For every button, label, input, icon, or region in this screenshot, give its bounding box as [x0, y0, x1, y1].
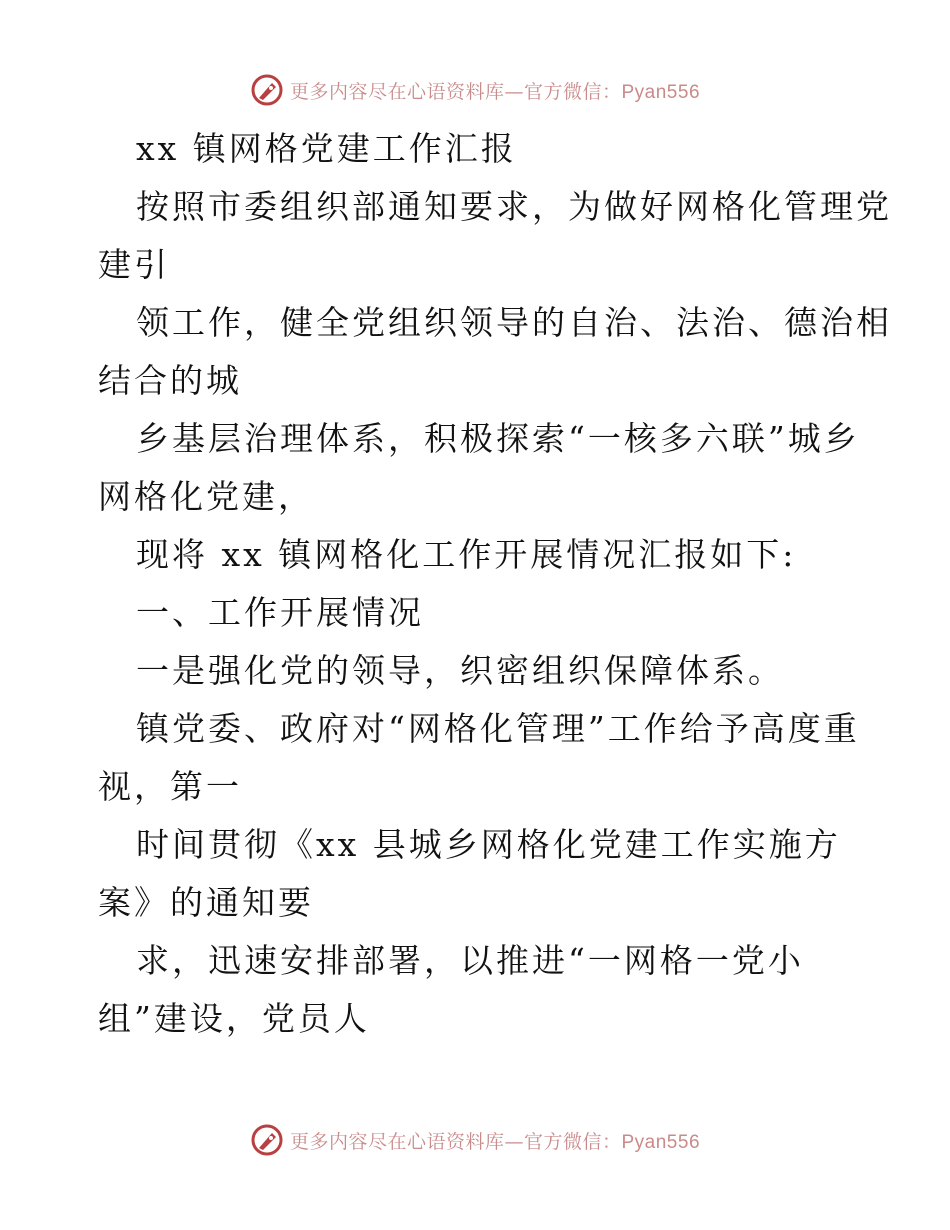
text-line: 按照市委组织部通知要求，为做好网格化管理党 [136, 187, 892, 226]
watermark-text [290, 1127, 700, 1154]
text-line: 领工作，健全党组织领导的自治、法治、德治相 [136, 303, 892, 342]
text-line: 建引 [98, 245, 170, 284]
pen-nib-logo-icon [250, 73, 284, 107]
document-body [98, 120, 892, 1048]
watermark-wechat-id: Pyan556 [621, 1131, 701, 1153]
text-line: 视，第一 [98, 767, 242, 806]
watermark-banner-top [0, 70, 950, 110]
text-line: 镇党委、政府对“网格化管理”工作给予高度重 [136, 709, 860, 748]
text-line: 组”建设，党员人 [98, 999, 370, 1038]
text-line: 乡基层治理体系，积极探索“一核多六联”城乡 [136, 419, 860, 458]
text-line: 时间贯彻《xx 县城乡网格化党建工作实施方 [136, 825, 841, 864]
watermark-label: 更多内容尽在心语资料库—官方微信： [289, 1130, 622, 1153]
watermark-label: 更多内容尽在心语资料库—官方微信： [289, 80, 622, 103]
text-line: 求，迅速安排部署，以推进“一网格一党小 [136, 941, 804, 980]
text-line: 一是强化党的领导，织密组织保障体系。 [136, 651, 784, 690]
text-line: 现将 xx 镇网格化工作开展情况汇报如下: [136, 535, 797, 574]
watermark-text [290, 77, 700, 104]
pen-nib-logo-icon [250, 1123, 284, 1157]
text-line: xx 镇网格党建工作汇报 [136, 129, 517, 168]
watermark-banner-bottom [0, 1120, 950, 1160]
text-line: 网格化党建， [98, 477, 314, 516]
text-line: 一、工作开展情况 [136, 593, 424, 632]
text-line: 案》的通知要 [98, 883, 314, 922]
text-line: 结合的城 [98, 361, 242, 400]
watermark-wechat-id: Pyan556 [621, 81, 701, 103]
